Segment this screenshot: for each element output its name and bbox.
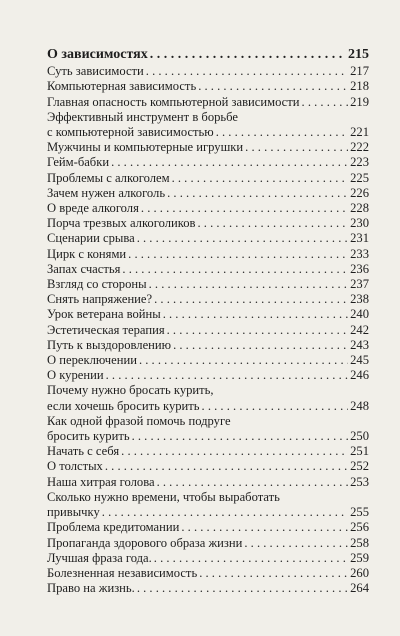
toc-entry-title-line: Путь к выздоровлению [47, 337, 172, 352]
toc-entry [47, 520, 369, 535]
toc-entry [47, 338, 369, 353]
toc-entry [47, 414, 369, 444]
section-title: О зависимостях [47, 47, 148, 62]
toc-entry [47, 186, 369, 201]
dot-leader [216, 125, 348, 140]
dot-leader [198, 79, 348, 94]
toc-entry-page-number: 226 [350, 185, 369, 200]
toc-entry-page-number: 221 [350, 125, 369, 140]
toc-entry-title-line: Эффективный инструмент в борьбе [47, 109, 238, 124]
toc-entry [47, 292, 369, 307]
toc-entry-page-number: 223 [350, 155, 369, 170]
dot-leader [244, 536, 348, 551]
toc-entry [47, 323, 369, 338]
toc-entry-page-number: 240 [350, 307, 369, 322]
toc-entry [47, 110, 369, 140]
toc-entry [47, 216, 369, 231]
toc-entry-title-line: Право на жизнь. [47, 581, 135, 596]
toc-entry-page-number: 225 [350, 170, 369, 185]
toc-entry-page-number: 260 [350, 565, 369, 580]
toc-entry [47, 64, 369, 79]
toc-entry [47, 383, 369, 413]
dot-leader [197, 216, 348, 231]
dot-leader [106, 368, 349, 383]
toc-entry [47, 459, 369, 474]
toc-entry-title-line: Цирк с конями [47, 246, 127, 261]
toc-entry-page-number: 238 [350, 292, 369, 307]
dot-leader [302, 95, 349, 110]
toc-entry-title-line: если хочешь бросить курить [47, 398, 200, 413]
dot-leader [150, 47, 346, 62]
toc-entry [47, 140, 369, 155]
toc-entry-page-number: 218 [350, 79, 369, 94]
toc-entry-page-number: 259 [350, 550, 369, 565]
toc-entry-page-number: 242 [350, 322, 369, 337]
toc-entry-page-number: 237 [350, 277, 369, 292]
toc-entry-title-line: Проблема кредитомании [47, 520, 180, 535]
toc-entry-title-line: Почему нужно бросать курить, [47, 383, 214, 398]
dot-leader [146, 64, 348, 79]
toc-entry [47, 262, 369, 277]
dot-leader [149, 277, 349, 292]
toc-entry-title-line: Порча трезвых алкоголиков [47, 216, 196, 231]
toc-entry-title-line: Мужчины и компьютерные игрушки [47, 140, 244, 155]
toc-section-heading [47, 47, 369, 62]
toc-entry-page-number: 246 [350, 368, 369, 383]
toc-entry-title-line: Сценарии срыва [47, 231, 135, 246]
table-of-contents [47, 47, 369, 596]
dot-leader [154, 551, 348, 566]
toc-entry [47, 475, 369, 490]
toc-entry-title-line: Компьютерная зависимость [47, 79, 197, 94]
toc-entry-title-line: Сколько нужно времени, чтобы выработать [47, 489, 280, 504]
toc-entry-title-line: Как одной фразой помочь подруге [47, 413, 231, 428]
dot-leader [202, 399, 349, 414]
toc-entry [47, 171, 369, 186]
toc-entry-page-number: 228 [350, 201, 369, 216]
toc-entry-page-number: 236 [350, 261, 369, 276]
dot-leader [141, 201, 348, 216]
toc-entry-title-line: Пропаганда здорового образа жизни [47, 535, 243, 550]
toc-entry-page-number: 245 [350, 353, 369, 368]
dot-leader [122, 262, 348, 277]
toc-entry [47, 353, 369, 368]
dot-leader [172, 171, 349, 186]
toc-entry-title-line: бросить курить [47, 429, 130, 444]
toc-entry-title-line: Гейм-бабки [47, 155, 110, 170]
toc-entry-page-number: 248 [350, 398, 369, 413]
toc-entry-page-number: 255 [350, 505, 369, 520]
toc-entry-title-line: Снять напряжение? [47, 292, 153, 307]
dot-leader [111, 155, 348, 170]
toc-entry-page-number: 251 [350, 444, 369, 459]
toc-entry-page-number: 231 [350, 231, 369, 246]
dot-leader [167, 323, 348, 338]
toc-entry [47, 79, 369, 94]
toc-entry-page-number: 258 [350, 535, 369, 550]
toc-entry [47, 277, 369, 292]
toc-entry-title-line: Зачем нужен алкоголь [47, 185, 166, 200]
dot-leader [137, 581, 348, 596]
toc-entry-page-number: 253 [350, 474, 369, 489]
toc-entry-title-line: с компьютерной зависимостью [47, 125, 214, 140]
toc-entry [47, 247, 369, 262]
toc-entry-page-number: 243 [350, 337, 369, 352]
dot-leader [137, 231, 348, 246]
toc-entry-page-number: 256 [350, 520, 369, 535]
toc-entry [47, 231, 369, 246]
toc-entry-page-number: 219 [350, 94, 369, 109]
dot-leader [199, 566, 348, 581]
toc-entry-title-line: О вреде алкоголя [47, 201, 139, 216]
toc-entry-title-line: Болезненная независимость [47, 565, 198, 580]
toc-entry [47, 155, 369, 170]
dot-leader [102, 505, 348, 520]
dot-leader [121, 444, 348, 459]
toc-entries-list [47, 64, 369, 596]
toc-entry-title-line: Запах счастья [47, 261, 121, 276]
dot-leader [139, 353, 348, 368]
toc-entry [47, 551, 369, 566]
toc-entry-title-line: привычку [47, 505, 100, 520]
toc-entry [47, 95, 369, 110]
toc-entry [47, 566, 369, 581]
toc-entry [47, 581, 369, 596]
toc-entry-title-line: Взгляд со стороны [47, 277, 147, 292]
toc-entry [47, 368, 369, 383]
toc-entry [47, 536, 369, 551]
toc-entry-title-line: Суть зависимости [47, 64, 144, 79]
toc-entry-title-line: О курении [47, 368, 104, 383]
toc-entry-page-number: 230 [350, 216, 369, 231]
dot-leader [128, 247, 348, 262]
dot-leader [245, 140, 348, 155]
toc-entry-page-number: 217 [350, 64, 369, 79]
toc-entry-title-line: О толстых [47, 459, 103, 474]
toc-entry-page-number: 250 [350, 429, 369, 444]
dot-leader [157, 475, 349, 490]
dot-leader [181, 520, 348, 535]
toc-entry-title-line: Эстетическая терапия [47, 322, 165, 337]
toc-entry [47, 444, 369, 459]
toc-entry-page-number: 264 [350, 581, 369, 596]
dot-leader [154, 292, 348, 307]
toc-entry-title-line: О переключении [47, 353, 137, 368]
toc-entry-page-number: 252 [350, 459, 369, 474]
dot-leader [163, 307, 348, 322]
toc-entry-title-line: Наша хитрая голова [47, 474, 155, 489]
toc-entry-page-number: 222 [350, 140, 369, 155]
dot-leader [105, 459, 348, 474]
dot-leader [167, 186, 348, 201]
toc-entry-title-line: Главная опасность компьютерной зависимости [47, 94, 300, 109]
toc-entry-page-number: 233 [350, 246, 369, 261]
toc-entry-title-line: Урок ветерана войны [47, 307, 161, 322]
toc-entry [47, 490, 369, 520]
section-page-number: 215 [348, 47, 369, 62]
dot-leader [132, 429, 349, 444]
toc-entry [47, 307, 369, 322]
toc-entry-title-line: Проблемы с алкоголем [47, 170, 170, 185]
toc-entry-title-line: Лучшая фраза года. [47, 550, 152, 565]
dot-leader [173, 338, 348, 353]
toc-entry [47, 201, 369, 216]
toc-entry-title-line: Начать с себя [47, 444, 120, 459]
